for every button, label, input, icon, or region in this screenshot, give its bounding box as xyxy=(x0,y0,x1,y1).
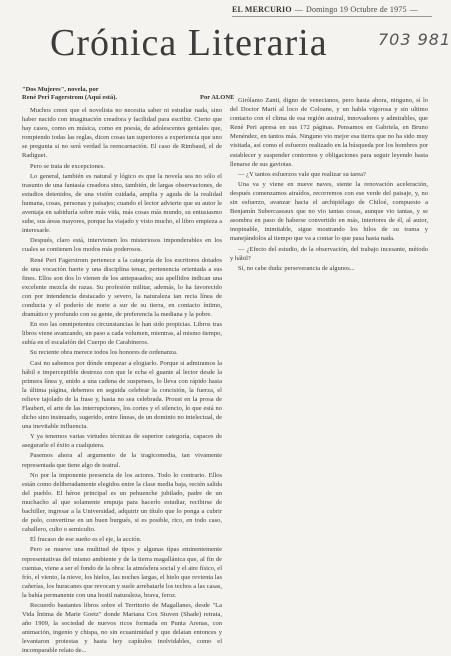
handwritten-catalog-number: 703 981 xyxy=(378,30,451,49)
book-title-line: "Dos Mujeres", novela, por xyxy=(22,86,99,93)
paragraph: Una va y viene en nueve naves, siente la renovación aceleración, después comenzamos atraídos, recorremos con ese verde del paisaje, y, no sin esfuerzo, avanzar hacia el archipiélago de Chiloé, compuesto a Benjamín Subercaseaux que no vio tantas cosas, aunque vio tantas, y se asombra en paso de haberse convertido en más, interiores de él, al autor, inopinable, inimitable, sigue mostrando los hilos de su trama y manejándolos al tiempo que va a contar lo que pasa hasta nada. xyxy=(230,180,428,243)
book-author-line: René Peri Fagerstrom (Aquí está). xyxy=(22,93,118,101)
paragraph: El fracaso de ese sueño es el eje, la acción. xyxy=(30,536,142,544)
publication-date: Domingo 19 Octubre de 1975 xyxy=(305,5,407,14)
paragraph: Pero se mueve una multitud de tipos y algunas típas eminentemente representativas del mismo ambiente y de la tierra magallánica que, al fin de cuentas, viene a ser el fondo de la obra: la atmósfera social y el aire físico, el frío, el viento, la nieve, los hielos, las noches largas, el hielo que revienta las cañerías, los huracanes que revocan y suele arrebatarle los techos a las casas, la bahía permanente con una hostil naturaleza, brava, feroz. xyxy=(22,546,222,599)
paragraph: — ¿Efecto del estudio, de la observación, del trabajo incesante, método y hábil? xyxy=(230,245,428,262)
paragraph: Pero se trata de excepciones. xyxy=(30,162,105,170)
paragraph: No por la imponente presencia de los actores. Todo lo contrario. Ellos están como deliberadamente elegidos entre la clase media baja, recién salida del pueblo. El héroe principal es un pehuenche jubilado, padre de un muchacho al que solamente empuja para hacerlo estudiar, recibirse de bachiller, ingresar a la Universidad, adquirir un título que lo ponga a cubrir de polo, convertirse en un buen burgués, si es posible, rico, en todo caso, caballero, culto o semiculto. xyxy=(22,471,222,534)
paragraph: En eso las omnipotentes circunstancias le han sido propicias. Libros tras libros viene avanzando, un paso a cada volumen, mientras, al mismo tiempo, subía en el escalafón del Cuerpo de Carabineros. xyxy=(22,321,222,347)
newspaper-header xyxy=(232,5,432,17)
paragraph: Pasemos ahora al argumento de la tragicomedia, tan vivamente representada que tiene algo de teatral. xyxy=(22,452,222,469)
section-title: Crónica Literaria xyxy=(50,22,328,64)
article-column-right xyxy=(230,96,428,272)
paragraph: Casi no sabemos por dónde empezar a elogiarlo. Porque si admiramos la hábil e imperceptible destreza con que le echa el guante al lector desde la primera línea y, unido a una cadena de suspenses, lo lleva con rápido hasta la última página, debemos en seguida celebrar la concisión, la fuerza, el relieve tajolado de la frase y, hasta no sea celebrada. Proust en la prosa de Flaubert, el arte de las interrupciones, los cortes y el silencio, lo que está no dicho sino insinuado, sugerido, entre líneas, de un dominio no intelectual, de una inevitable influencia. xyxy=(22,359,222,431)
byline: Por ALONE xyxy=(200,94,235,101)
article-column-left xyxy=(22,106,222,655)
paragraph: — ¿Y tantos esfuerzos vale que realizar su tarea? xyxy=(238,170,366,178)
book-reference xyxy=(22,86,222,102)
publication-name: EL MERCURIO xyxy=(232,5,292,14)
paragraph: Girólamo Zanti, digno de venecianos, pero hasta ahora, ninguno, sí lo del Doctor Martí al loco de Coloane, y un habla vigorosa y sin ultimo contacto con el clima de esa región austral, innovadores y admirables, que René Peri apresa en sus 172 páginas. Pensamos en Gabriela, en Bruno Menéndez, en tantos más. Ninguno vio mejor esa tierra que no ha sido muy visitada, así como el esfuerzo realizado en la búsqueda por los hombres por establecer y suspender contornos y obligaciones para seguir leyendo hasta llenarse de sus gaviotas. xyxy=(230,97,428,168)
paragraph: Y ya tenemos varias virtudes técnicas de superior categoría, capaces de asegurarle el éxito a cualquiera. xyxy=(22,433,222,450)
paragraph: René Peri Fagerstrom pertenece a la categoría de los escritores dotados de una vocación fuerte y una disciplina tenaz, pertenencia orientada a sus fines. Ellos son dos lo vienen de los antepasados; sus apellidos indican una excelente mezcla de razas. Su profesión militar, además, lo ha favorecido con por intendencia destacado y severo, la naturaleza tan recia línea de conducta y el poderío de norte a sur de su tierra, en contacto íntimo, dramático y profundo con su gente, de preferencia la mediana y la pobre. xyxy=(22,256,222,319)
paragraph: Su reciente obra merece todos los honores de ordenanza. xyxy=(30,349,178,357)
header-separator: — xyxy=(294,5,303,14)
header-trailing-dash: — xyxy=(409,5,418,14)
paragraph: Sí, no cabe duda: perseverancia de algunos... xyxy=(238,264,355,272)
paragraph: Después, claro está, intervienen los misteriosos imponderables en los cuales se contienen los modos más poderosos. xyxy=(22,237,222,254)
paragraph: Recuerdo bastantes libros sobre el Territorio de Magallanes, desde "La Vida Íntima de Marie Goetz" donde Mariana Cox Stuven (Shade) retrata, año 1909, la sociedad de nuevos ricos formada en Punta Arenas, con animación, ingenio y chispa, no sin ecuanimidad y que delatan entonces y levantaron protestas y hasta hoy capítulos inolvidables, como el incomparable relato de... xyxy=(22,601,222,655)
paragraph: Muchos creen que el novelista no necesita saber ni estudiar nada, sino haber nacido con imaginación creadora y facilidad para escribir. Cierto que hay casos, como en música, como en poesía, de adolescentes geniales que, rompiendo todas las reglas, dicen cosas tan superiores a experiencia que uno se pregunta si no será verdad la reencarnación. El caso de Rimbaud, el de Radiguet. xyxy=(22,107,222,160)
paragraph: Lo general, también es natural y lógico es que la novela sea no sólo el trasunto de una fantasía creadora sino, también, de largas observaciones, de estudios detenidos, de una visión cuidada, amplia y aguda de la realidad humana, cosas, personas y paisajes; cuando el lector advierte que su autor le aventaja en sabiduría sobre más vida, más cosas más mundo, su entusiasmo sube, sus áreas mayores, porque ha viajado y visto mucho, el libro empieza a interesarle. xyxy=(22,172,222,235)
